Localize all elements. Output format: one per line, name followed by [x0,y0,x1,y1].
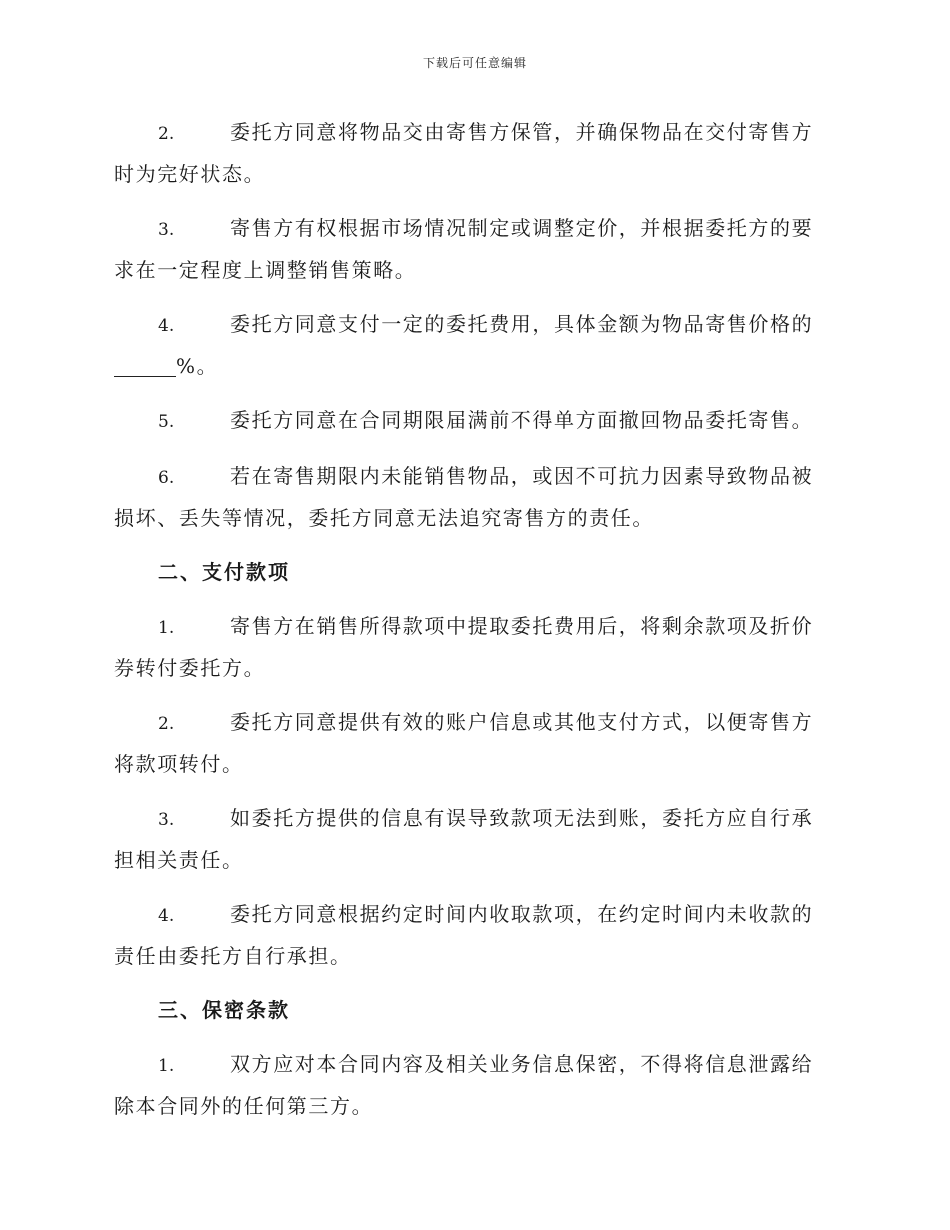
confidentiality-clause-1 [114,1044,834,1126]
clause-number: 2. [158,714,175,734]
payment-clause-3 [114,798,834,880]
clause-text: 寄售方在销售所得款项中提取委托费用后，将剩余款项及折价券转付委托方。 [114,614,814,680]
clause-suffix: %。 [176,354,219,378]
clause-text: 如委托方提供的信息有误导致款项无法到账，委托方应自行承担相关责任。 [114,806,814,872]
page-header: 下载后可任意编辑 [422,56,527,70]
clause-number: 6. [158,468,175,488]
section-title-confidentiality: 三、保密条款 [158,998,290,1022]
clause-number: 3. [158,810,175,830]
clause-number: 5. [158,412,175,432]
clause-number: 2. [158,124,175,144]
payment-clause-1 [114,606,834,688]
clause-number: 3. [158,220,175,240]
clause-text: 委托方同意支付一定的委托费用，具体金额为物品寄售价格的 [230,312,814,336]
clause-text: 双方应对本合同内容及相关业务信息保密，不得将信息泄露给除本合同外的任何第三方。 [114,1052,814,1118]
fill-in-blank [114,352,176,377]
clause-text: 委托方同意将物品交由寄售方保管，并确保物品在交付寄售方时为完好状态。 [114,120,814,186]
clause-text: 寄售方有权根据市场情况制定或调整定价，并根据委托方的要求在一定程度上调整销售策略。 [114,216,814,282]
clause-text: 委托方同意提供有效的账户信息或其他支付方式，以便寄售方将款项转付。 [114,710,814,776]
clause-number: 4. [158,906,175,926]
clause-number: 4. [158,316,175,336]
clause-number: 1. [158,618,175,638]
clause-number: 1. [158,1056,175,1076]
clause-6 [114,456,834,538]
payment-clause-4 [114,894,834,976]
clause-4 [114,304,834,386]
payment-clause-2 [114,702,834,784]
clause-text: 委托方同意在合同期限届满前不得单方面撤回物品委托寄售。 [230,408,814,432]
clause-text: 若在寄售期限内未能销售物品，或因不可抗力因素导致物品被损坏、丢失等情况，委托方同意无法追究寄售方的责任。 [114,464,814,530]
document-body [114,112,834,1140]
clause-text: 委托方同意根据约定时间内收取款项，在约定时间内未收款的责任由委托方自行承担。 [114,902,814,968]
clause-5 [114,400,834,442]
clause-2 [114,112,834,194]
section-title-payment: 二、支付款项 [158,560,290,584]
clause-3 [114,208,834,290]
